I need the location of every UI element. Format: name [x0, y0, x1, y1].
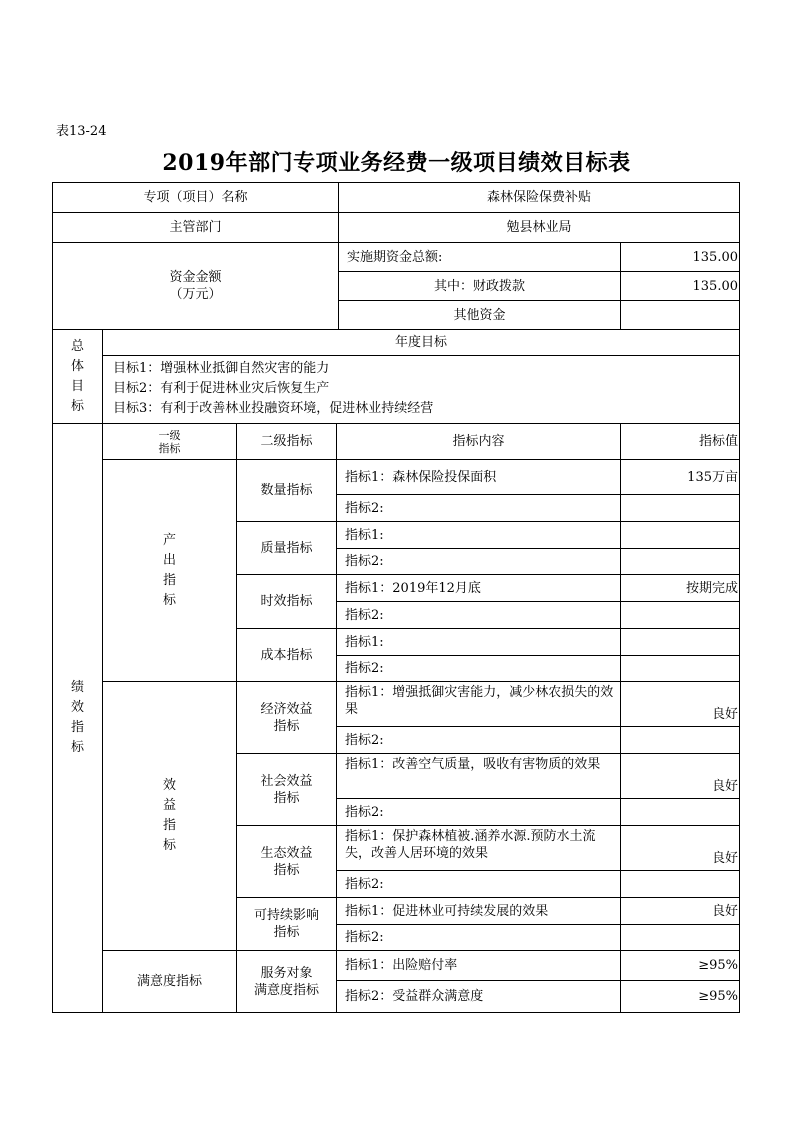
indicator-value: ≥95%: [698, 989, 738, 1004]
quality-indicator: 质量指标: [237, 522, 337, 575]
indicator-content: 指标1:: [337, 629, 621, 656]
indicator-value: [621, 925, 739, 951]
indicator-content: 指标1：保护森林植被.涵养水源.预防水土流失，改善人居环境的效果: [337, 826, 621, 871]
indicator-content: 指标2:: [337, 656, 621, 682]
indicator-content: 指标1：2019年12月底: [337, 575, 621, 602]
project-name-label: 专项（项目）名称: [53, 183, 339, 213]
fund-total-value: 135.00: [621, 243, 739, 272]
indicator-value: [621, 727, 739, 754]
indicator-value: 良好: [621, 826, 739, 871]
indicator-value: [621, 522, 739, 549]
performance-side-label: 绩 效 指 标: [53, 424, 103, 1012]
quantity-indicator: 数量指标: [237, 460, 337, 522]
indicator-value: [621, 871, 739, 898]
page-title: 2019年部门专项业务经费一级项目绩效目标表: [162, 150, 631, 176]
satisfaction-indicator-label: 满意度指标: [103, 951, 237, 1012]
sustainability-indicator: 可持续影响 指标: [237, 898, 337, 951]
level2-header: 二级指标: [237, 424, 337, 460]
fund-fiscal-label: 其中：财政拨款: [339, 272, 621, 301]
indicator-value: 良好: [621, 898, 739, 925]
performance-target-table: [52, 182, 740, 1013]
fund-other-value: [621, 301, 739, 330]
indicator-content: 指标2:: [337, 871, 621, 898]
indicator-content: 指标2:: [337, 495, 621, 522]
table-code: 表13-24: [56, 124, 107, 139]
goal-item: 目标2：有利于促进林业灾后恢复生产: [113, 381, 330, 396]
department-value: 勉县林业局: [339, 213, 739, 243]
cost-indicator: 成本指标: [237, 629, 337, 682]
goal-item: 目标1：增强林业抵御自然灾害的能力: [113, 361, 330, 376]
goal-item: 目标3：有利于改善林业投融资环境，促进林业持续经营: [113, 401, 434, 416]
fund-amount-label: 资金金额 （万元）: [53, 243, 339, 330]
value-header: 指标值: [621, 424, 739, 460]
indicator-content: 指标2:: [337, 602, 621, 629]
indicator-value: 135万亩: [621, 460, 739, 495]
indicator-content: 指标1：出险赔付率: [337, 951, 621, 981]
level1-header: 一级 指标: [103, 424, 237, 460]
social-benefit-indicator: 社会效益 指标: [237, 754, 337, 826]
department-label: 主管部门: [53, 213, 339, 243]
service-satisfaction-indicator: 服务对象 满意度指标: [237, 951, 337, 1012]
indicator-content: 指标1：促进林业可持续发展的效果: [337, 898, 621, 925]
fund-other-label: 其他资金: [339, 301, 621, 330]
indicator-value: 按期完成: [621, 575, 739, 602]
indicator-value: ≥95%: [621, 951, 739, 981]
fund-fiscal-value: 135.00: [621, 272, 739, 301]
indicator-content: 指标1:: [337, 522, 621, 549]
project-name-value: 森林保险保费补贴: [339, 183, 739, 213]
annual-goal-header: 年度目标: [103, 330, 739, 356]
annual-goal-list: [103, 356, 739, 424]
timeliness-indicator: 时效指标: [237, 575, 337, 629]
indicator-content: 指标2:: [337, 549, 621, 575]
output-indicator-label: 产 出 指 标: [103, 460, 237, 682]
overall-goal-side-label: 总 体 目 标: [53, 330, 103, 424]
indicator-content: 指标2:: [337, 925, 621, 951]
indicator-content: 指标2：受益群众满意度: [337, 981, 621, 1012]
indicator-content: 指标1：改善空气质量，吸收有害物质的效果: [337, 754, 621, 799]
ecological-benefit-indicator: 生态效益 指标: [237, 826, 337, 898]
indicator-content: 指标2:: [337, 799, 621, 826]
indicator-value: 良好: [621, 682, 739, 727]
indicator-value: [621, 799, 739, 826]
fund-total-label: 实施期资金总额:: [339, 243, 621, 272]
indicator-value: [621, 602, 739, 629]
content-header: 指标内容: [337, 424, 621, 460]
indicator-content: 指标1：森林保险投保面积: [337, 460, 621, 495]
indicator-content: 指标1：增强抵御灾害能力，减少林农损失的效果: [337, 682, 621, 727]
indicator-value: [621, 549, 739, 575]
indicator-content: 指标2:: [337, 727, 621, 754]
indicator-value: [621, 656, 739, 682]
indicator-value: 良好: [621, 754, 739, 799]
indicator-value: [621, 495, 739, 522]
indicator-value: [621, 629, 739, 656]
economic-benefit-indicator: 经济效益 指标: [237, 682, 337, 754]
effect-indicator-label: 效 益 指 标: [103, 682, 237, 951]
